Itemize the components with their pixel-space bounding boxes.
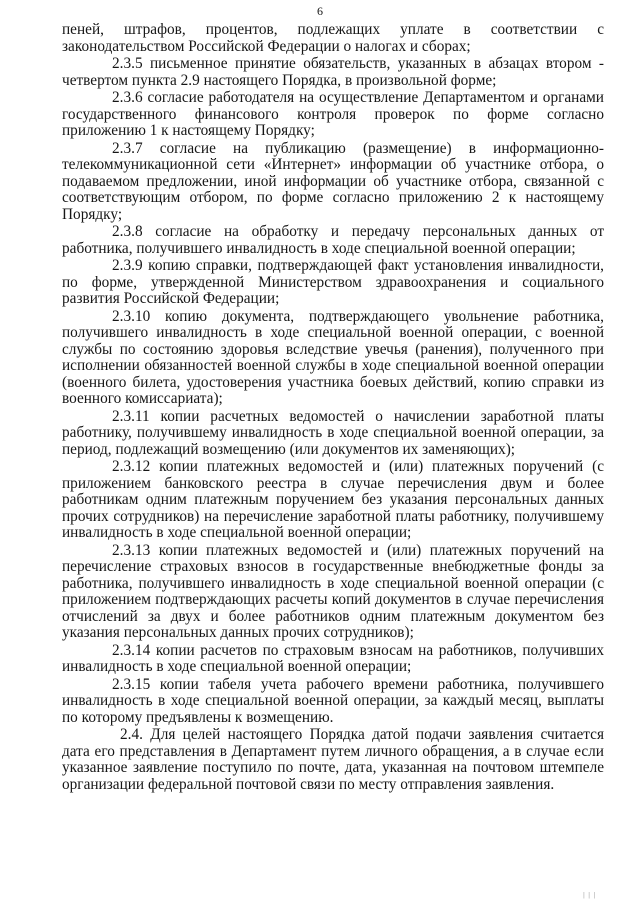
paragraph-2-3-8: 2.3.8 согласие на обработку и передачу персональных данных от работника, получившего инвалидность в ходе специальной военной операции;: [62, 223, 604, 257]
paragraph-2-3-12: 2.3.12 копии платежных ведомостей и (или) платежных поручений (с приложением банковского реестра в случае перечисления двум и более работникам одним платежным поручением без указания персональных данных прочих сотрудников) на перечисление заработной платы работнику, получившему инвалидность в ходе специальной военной операции;: [62, 458, 604, 541]
page-number: 6: [317, 4, 323, 18]
paragraph-2-3-11: 2.3.11 копии расчетных ведомостей о начислении заработной платы работнику, получившему инвалидность в ходе специальной военной операции, за период, подлежащий возмещению (или документов их заменяющих);: [62, 407, 604, 458]
paragraph-2-3-13: 2.3.13 копии платежных ведомостей и (или) платежных поручений на перечисление страховых взносов в государственные внебюджетные фонды за работника, получившего инвалидность в ходе специальной военной операции (с приложением подтверждающих расчеты копий документов в случае перечисления отчислений за двух и более работников одним платежным документом без указания персональных данных прочих сотрудников);: [62, 541, 604, 641]
paragraph-2-4: 2.4. Для целей настоящего Порядка датой подачи заявления считается дата его представления в Департамент путем личного обращения, а в случае если указанное заявление поступило по почте, дата, указанная на почтовом штемпеле организации федеральной почтовой связи по месту отправления заявления.: [62, 726, 604, 793]
paragraph-2-3-5: 2.3.5 письменное принятие обязательств, указанных в абзацах втором - четвертом пункта 2.9 настоящего Порядка, в произвольной форме;: [62, 55, 604, 89]
paragraph-continuation: пеней, штрафов, процентов, подлежащих уплате в соответствии с законодательством Российской Федерации о налогах и сборах;: [62, 21, 604, 55]
document-body: [62, 22, 604, 793]
paragraph-2-3-6: 2.3.6 согласие работодателя на осуществление Департаментом и органами государственного финансового контроля проверок по форме согласно приложению 1 к настоящему Порядку;: [62, 89, 604, 139]
paragraph-2-3-9: 2.3.9 копию справки, подтверждающей факт установления инвалидности, по форме, утвержденной Министерством здравоохранения и социального развития Российской Федерации;: [62, 257, 604, 307]
paragraph-2-3-15: 2.3.15 копии табеля учета рабочего времени работника, получившего инвалидность в ходе специальной военной операции, за каждый месяц, выплаты по которому предъявлены к возмещению.: [62, 675, 604, 726]
footer-scan-mark: | | |: [583, 891, 596, 899]
paragraph-2-3-14: 2.3.14 копии расчетов по страховым взносам на работников, получивших инвалидность в ходе специальной военной операции;: [62, 641, 604, 675]
paragraph-2-3-7: 2.3.7 согласие на публикацию (размещение) в информационно-телекоммуникационной сети «Интернет» информации об участнике отбора, о подаваемом предложении, иной информации об участнике отбора, связанной с соответствующим отбором, по форме согласно приложению 2 к настоящему Порядку;: [62, 139, 604, 223]
paragraph-2-3-10: 2.3.10 копию документа, подтверждающего увольнение работника, получившего инвалидность в ходе специальной военной операции, с военной службы по состоянию здоровья вследствие увечья (ранения), полученного при исполнении обязанностей военной службы в ходе специальной военной операции (военного билета, удостоверения участника боевых действий, копию справки из военного комиссариата);: [62, 307, 604, 407]
